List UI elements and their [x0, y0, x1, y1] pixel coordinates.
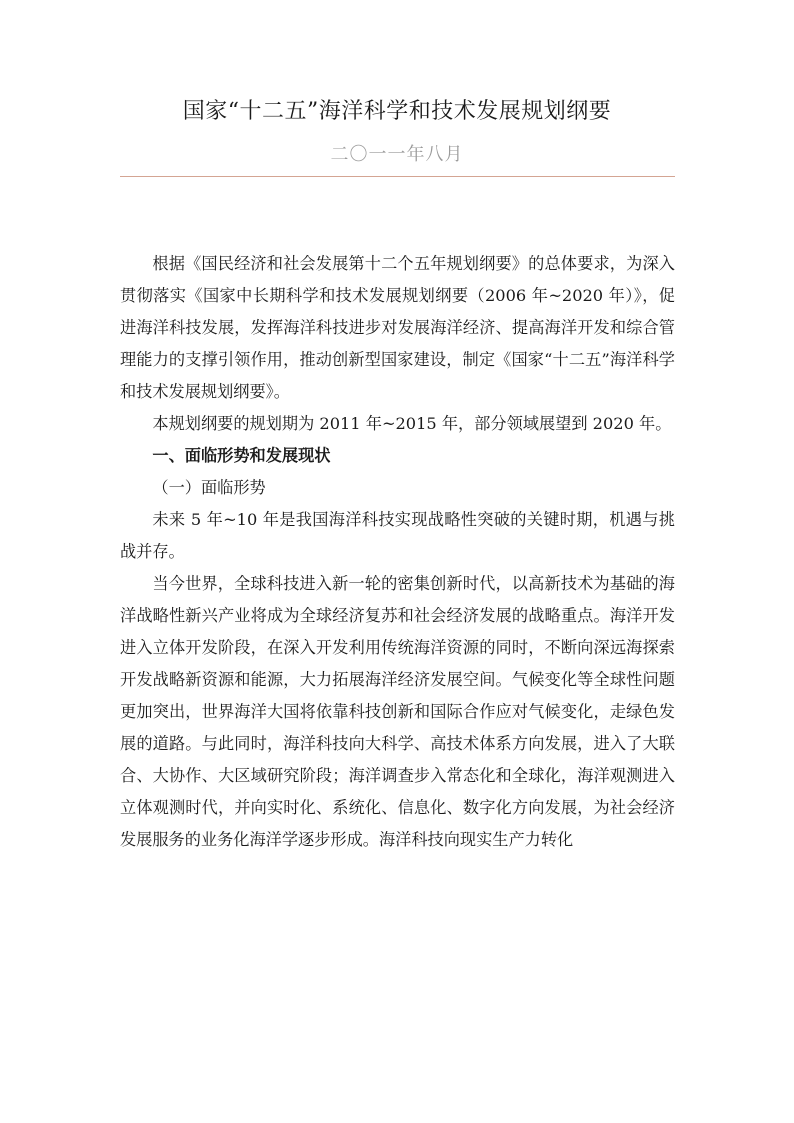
document-body: [120, 248, 675, 856]
document-title: 国家“十二五”海洋科学和技术发展规划纲要: [182, 99, 612, 124]
document-date: 二〇一一年八月: [330, 144, 464, 165]
subsection-heading: （一）面临形势: [152, 478, 266, 497]
paragraph-intro: 根据《国民经济和社会发展第十二个五年规划纲要》的总体要求，为深入贯彻落实《国家中长期科学和技术发展规划纲要（2006 年~2020 年）》，促进海洋科技发展，发挥海洋科技进步对发展海洋经济、提高海洋开发和综合管理能力的支撑引领作用，推动创新型国家建设，制定《国家“十二五”海洋科学和技术发展规划纲要》。: [120, 254, 675, 401]
paragraph-world-trends: 当今世界，全球科技进入新一轮的密集创新时代，以高新技术为基础的海洋战略性新兴产业将成为全球经济复苏和社会经济发展的战略重点。海洋开发进入立体开发阶段，在深入开发利用传统海洋资源的同时，不断向深远海探索开发战略新资源和能源，大力拓展海洋经济发展空间。气候变化等全球性问题更加突出，世界海洋大国将依靠科技创新和国际合作应对气候变化，走绿色发展的道路。与此同时，海洋科技向大科学、高技术体系方向发展，进入了大联合、大协作、大区域研究阶段；海洋调查步入常态化和全球化，海洋观测进入立体观测时代，并向实时化、系统化、信息化、数字化方向发展，为社会经济发展服务的业务化海洋学逐步形成。海洋科技向现实生产力转化: [120, 574, 675, 849]
paragraph-opportunity: 未来 5 年~10 年是我国海洋科技实现战略性突破的关键时期，机遇与挑战并存。: [120, 510, 675, 561]
section-heading: 一、面临形势和发展现状: [152, 446, 331, 465]
paragraph-period: 本规划纲要的规划期为 2011 年~2015 年，部分领域展望到 2020 年。: [152, 414, 672, 433]
header-divider: [120, 176, 675, 177]
